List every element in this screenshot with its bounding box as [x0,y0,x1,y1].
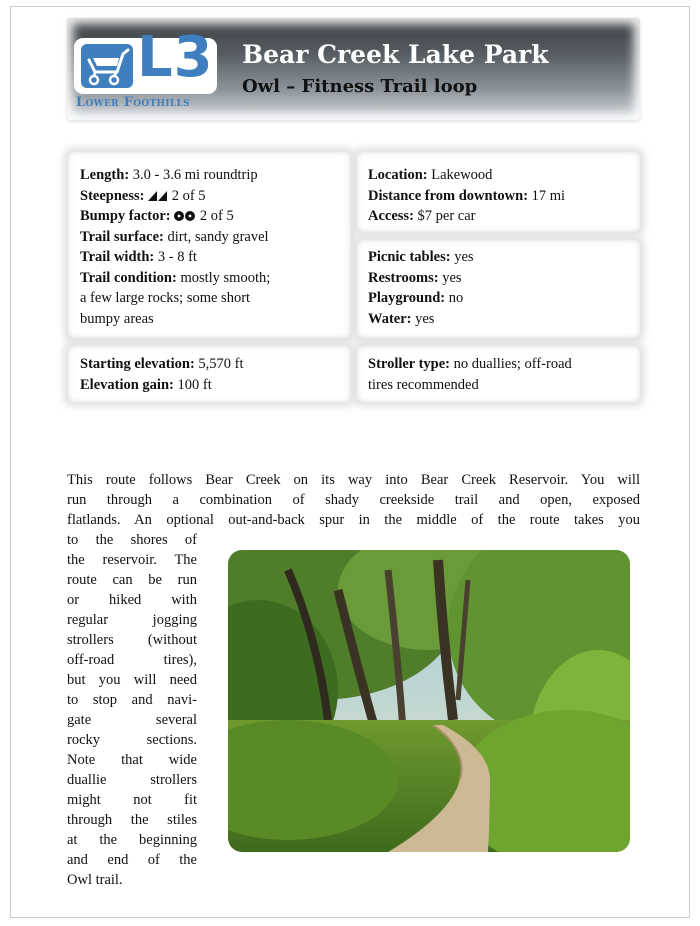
triangle-icon [148,188,168,204]
page-title: Bear Creek Lake Park [242,40,549,69]
level-label: L3 [137,25,214,90]
stroller-info: Stroller type: no duallies; off-road tires recommended [368,356,572,393]
elevation-info: Starting elevation: 5,570 ft Elevation gain: 100 ft [80,356,244,393]
location-info: Location: Lakewood Distance from downtown: 17 mi Access: $7 per car [368,167,566,224]
amenities-info: Picnic tables: yes Restrooms: yes Playground: no Water: yes [368,249,474,327]
bump-icon [174,208,196,224]
trail-info: Length: 3.0 - 3.6 mi roundtrip Steepness: 2 of 5 Bumpy factor: 2 of 5 Trail surface: dirt, sandy gravel Trail width: 3 - 8 ft Trail condition: mostly smooth; a few large rocks; some short bumpy areas [80,167,271,327]
level-subtitle: Lower Foothills [76,95,190,110]
trail-photo-illustration [228,550,630,852]
route-description-continued: to the shores of the reservoir. The route can be run or hiked with regular jogging strollers (without off-road tires), but you will need to stop and navi- gate several rocky sections. Note that wide duallie strollers might not fit through the stiles at the beginning and end of the Owl trail. [67,532,197,888]
trail-photo [228,550,630,852]
stroller-icon [79,42,135,90]
page-subtitle: Owl – Fitness Trail loop [242,76,478,97]
route-description: This route follows Bear Creek on its way into Bear Creek Reservoir. You will run through a combination of shady creekside trail and open, exposed flatlands. An optional out-and-back spur in the middle of the route takes you [67,472,640,528]
